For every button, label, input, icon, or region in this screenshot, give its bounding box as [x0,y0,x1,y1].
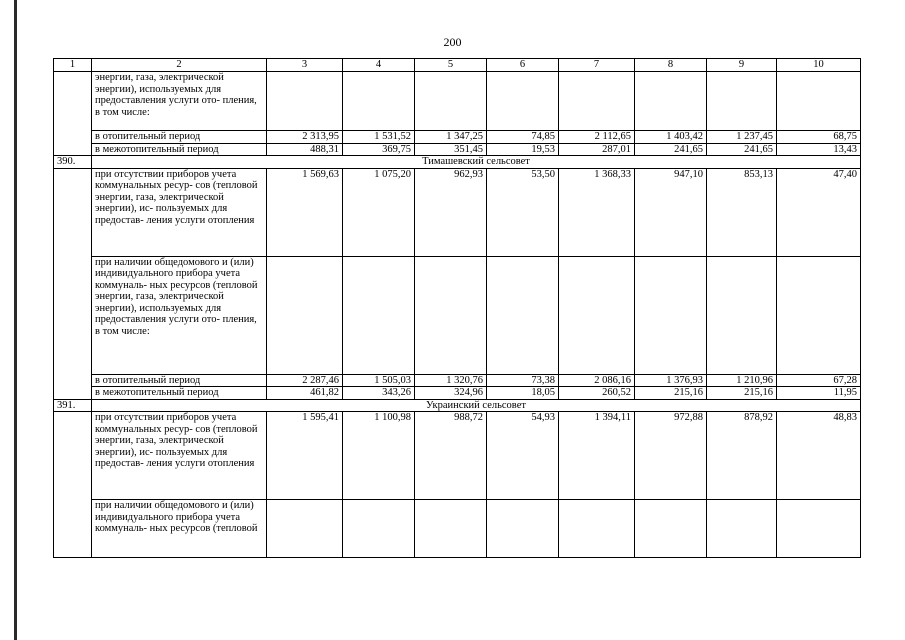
section-title: Тимашевский сельсовет [92,156,861,169]
section-header-row [54,156,861,169]
value-cell: 324,96 [415,387,487,400]
col-header: 2 [92,59,267,72]
value-cell: 853,13 [707,168,777,256]
value-cell: 1 320,76 [415,374,487,387]
value-cell: 2 287,46 [267,374,343,387]
scan-edge [14,0,17,640]
col-header: 8 [635,59,707,72]
value-cell: 287,01 [559,143,635,156]
row-label: в межотопительный период [92,387,267,400]
value-cell: 48,83 [777,412,861,500]
value-cell: 1 569,63 [267,168,343,256]
value-cell: 1 368,33 [559,168,635,256]
value-cell: 260,52 [559,387,635,400]
row-description: при отсутствии приборов учета коммунальных ресур- сов (тепловой энергии, газа, электрической энергии), ис- пользуемых для предостав- ления услуги отопления [92,412,267,500]
table-row [54,72,861,131]
value-cell: 53,50 [487,168,559,256]
col-header: 9 [707,59,777,72]
table-row [54,168,861,256]
value-cell: 343,26 [343,387,415,400]
value-cell: 11,95 [777,387,861,400]
value-cell: 2 313,95 [267,131,343,144]
value-cell: 2 112,65 [559,131,635,144]
col-header: 7 [559,59,635,72]
value-cell: 1 394,11 [559,412,635,500]
value-cell: 54,93 [487,412,559,500]
col-header: 1 [54,59,92,72]
value-cell: 878,92 [707,412,777,500]
value-cell: 988,72 [415,412,487,500]
value-cell: 241,65 [707,143,777,156]
value-cell: 947,10 [635,168,707,256]
value-cell: 215,16 [635,387,707,400]
row-description: при наличии общедомового и (или) индивидуального прибора учета коммуналь- ных ресурсов (тепловой [92,500,267,558]
col-header: 5 [415,59,487,72]
value-cell: 369,75 [343,143,415,156]
row-label: в отопительный период [92,131,267,144]
value-cell: 351,45 [415,143,487,156]
column-header-row [54,59,861,72]
index-cell [54,168,92,399]
section-header-row [54,399,861,412]
value-cell: 67,28 [777,374,861,387]
value-cell: 1 531,52 [343,131,415,144]
value-cell: 241,65 [635,143,707,156]
table-row [54,500,861,558]
section-index: 391. [54,399,92,412]
value-cell: 19,53 [487,143,559,156]
row-description: энергии, газа, электрической энергии), используемых для предоставления услуги ото- пления, в том числе: [92,72,267,131]
value-cell: 1 595,41 [267,412,343,500]
table-row [54,412,861,500]
value-cell: 962,93 [415,168,487,256]
value-cell: 1 237,45 [707,131,777,144]
value-cell: 1 505,03 [343,374,415,387]
table-row [54,374,861,387]
value-cell: 1 403,42 [635,131,707,144]
value-cell: 73,38 [487,374,559,387]
table-row [54,256,861,374]
value-cell: 488,31 [267,143,343,156]
value-cell: 1 376,93 [635,374,707,387]
value-cell: 972,88 [635,412,707,500]
table-row [54,143,861,156]
col-header: 10 [777,59,861,72]
value-cell: 68,75 [777,131,861,144]
value-cell: 47,40 [777,168,861,256]
page-number: 200 [443,35,462,49]
value-cell: 1 075,20 [343,168,415,256]
value-cell: 74,85 [487,131,559,144]
index-cell [54,72,92,156]
value-cell: 2 086,16 [559,374,635,387]
value-cell: 461,82 [267,387,343,400]
col-header: 3 [267,59,343,72]
index-cell [54,412,92,558]
table-row [54,387,861,400]
table-row [54,131,861,144]
value-cell: 1 347,25 [415,131,487,144]
row-label: в отопительный период [92,374,267,387]
row-label: в межотопительный период [92,143,267,156]
col-header: 4 [343,59,415,72]
value-cell: 13,43 [777,143,861,156]
value-cell: 18,05 [487,387,559,400]
col-header: 6 [487,59,559,72]
tariff-table [53,58,861,558]
value-cell: 215,16 [707,387,777,400]
row-description: при отсутствии приборов учета коммунальных ресур- сов (тепловой энергии, газа, электрической энергии), ис- пользуемых для предостав- ления услуги отопления [92,168,267,256]
section-index: 390. [54,156,92,169]
value-cell: 1 100,98 [343,412,415,500]
row-description: при наличии общедомового и (или) индивидуального прибора учета коммуналь- ных ресурсов (тепловой энергии, газа, электрической энергии), используемых для предоставления услуги ото- пления, в том числе: [92,256,267,374]
section-title: Украинский сельсовет [92,399,861,412]
value-cell: 1 210,96 [707,374,777,387]
